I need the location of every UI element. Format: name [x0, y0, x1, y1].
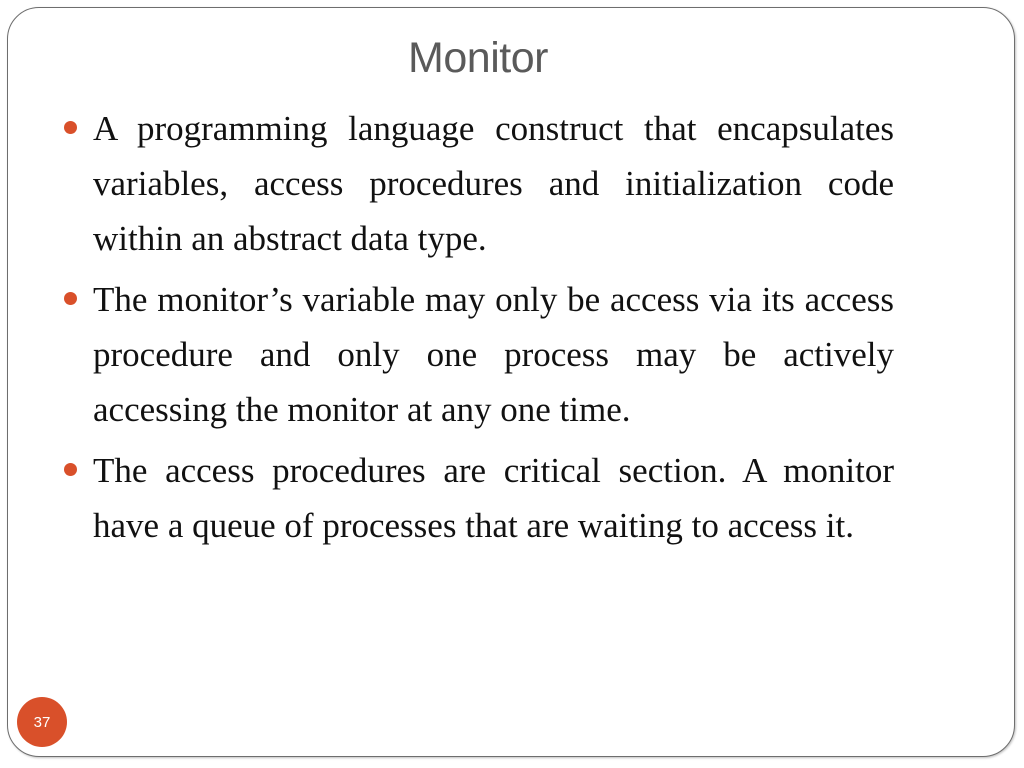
bullet-dot-icon [64, 121, 77, 134]
bullet-text: The access procedures are critical section. A monitor have a queue of processes that are waiting to access it. [93, 451, 894, 545]
bullet-item [60, 443, 894, 553]
page-number: 37 [33, 713, 51, 731]
bullet-dot-icon [64, 292, 77, 305]
page-number-badge [17, 697, 67, 747]
bullet-list [60, 101, 894, 559]
slide-title: Monitor [408, 34, 548, 82]
bullet-item [60, 272, 894, 437]
bullet-text: A programming language construct that encapsulates variables, access procedures and initialization code within an abstract data type. [93, 109, 894, 258]
bullet-item [60, 101, 894, 266]
bullet-dot-icon [64, 463, 77, 476]
bullet-text: The monitor’s variable may only be access via its access procedure and only one process may be actively accessing the monitor at any one time. [93, 280, 894, 429]
